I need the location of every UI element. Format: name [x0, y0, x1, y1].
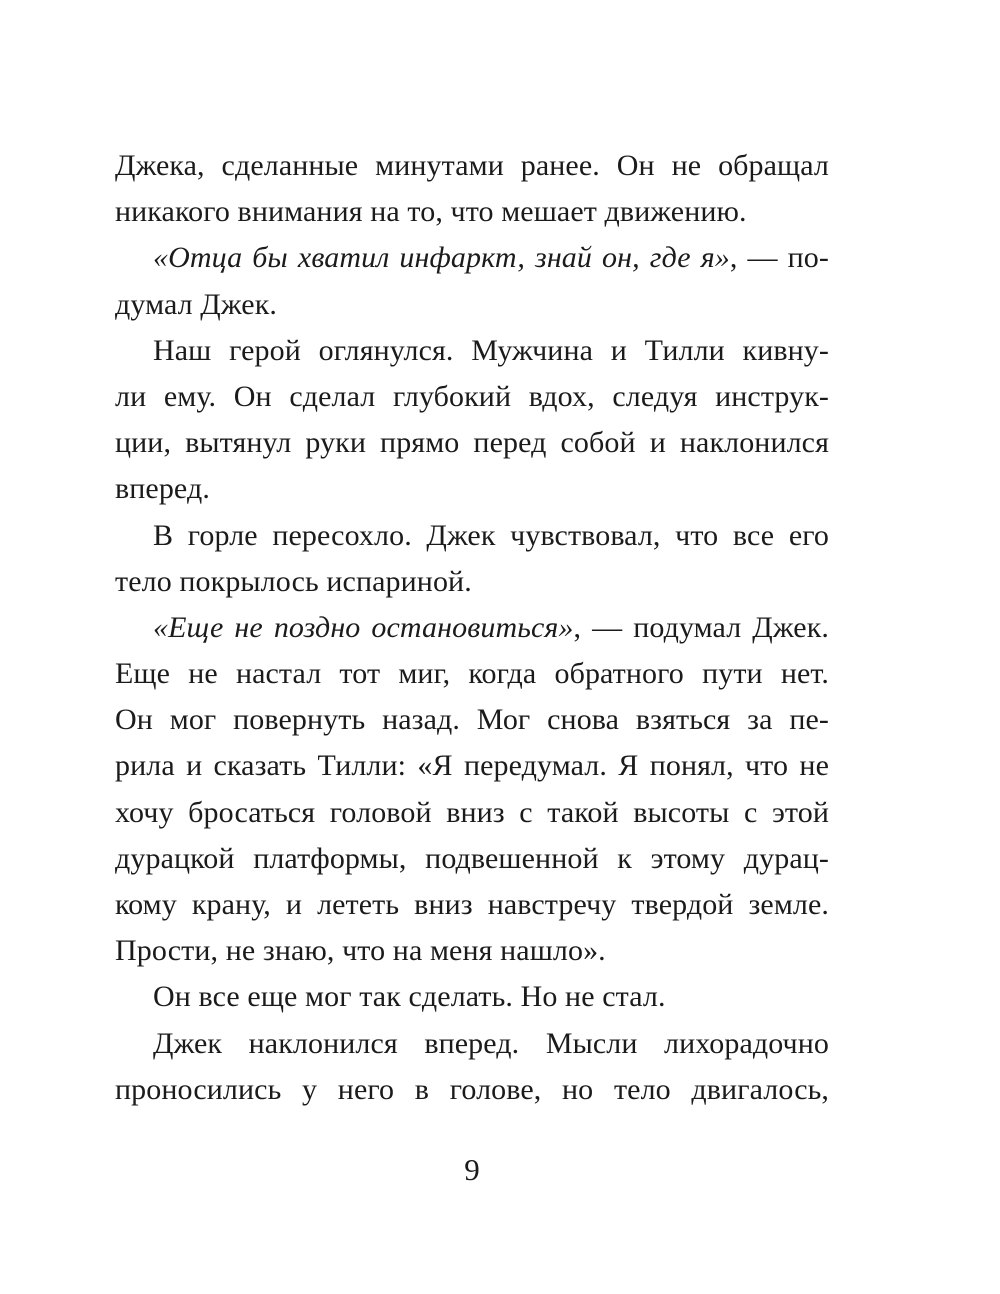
text-line	[115, 513, 829, 559]
text-line	[115, 189, 829, 235]
text-segment: кому крану, и лететь вниз навстречу твердой земле.	[115, 888, 829, 921]
page-text-block	[115, 143, 829, 1113]
paragraph	[115, 605, 829, 975]
text-line	[115, 743, 829, 789]
text-segment: дурацкой платформы, подвешенной к этому дурац-	[115, 841, 829, 875]
text-segment: никакого внимания на то, что мешает движению.	[115, 195, 747, 229]
text-line	[115, 1067, 829, 1113]
text-segment: Прости, не знаю, что на меня нашло».	[115, 934, 606, 968]
text-line	[115, 374, 829, 420]
text-segment: , — подумал Джек.	[573, 610, 829, 644]
paragraph	[115, 328, 829, 513]
text-segment: Наш герой оглянулся. Мужчина и Тилли кивну-	[153, 333, 829, 367]
text-line	[115, 605, 829, 651]
text-line	[115, 697, 829, 743]
text-line	[115, 143, 829, 189]
text-segment: Джек наклонился вперед. Мысли лихорадочно	[153, 1026, 829, 1060]
paragraph	[115, 143, 829, 235]
text-segment: Он мог повернуть назад. Мог снова взяться за пе-	[115, 703, 829, 737]
text-line	[115, 928, 829, 974]
text-line	[115, 235, 829, 281]
text-segment: проносились у него в голове, но тело двигалось,	[115, 1072, 829, 1106]
text-segment: В горле пересохло. Джек чувствовал, что все его	[153, 518, 829, 552]
text-line	[115, 790, 829, 836]
text-segment: ли ему. Он сделал глубокий вдох, следуя инструк-	[115, 379, 829, 413]
paragraph	[115, 974, 829, 1020]
paragraph	[115, 1021, 829, 1113]
paragraph	[115, 235, 829, 327]
text-line	[115, 420, 829, 466]
page-number: 9	[464, 1152, 480, 1187]
text-segment: тело покрылось испариной.	[115, 564, 472, 598]
italic-text-segment: «Еще не поздно остановиться»	[153, 610, 574, 644]
text-line	[115, 1021, 829, 1067]
text-line	[115, 282, 829, 328]
text-segment: Джека, сделанные минутами ранее. Он не обращал	[115, 149, 829, 182]
text-segment: думал Джек.	[115, 287, 277, 321]
text-line	[115, 328, 829, 374]
text-line	[115, 559, 829, 605]
text-segment: ции, вытянул руки прямо перед собой и наклонился	[115, 426, 829, 460]
text-line	[115, 974, 829, 1020]
text-segment: , — по-	[729, 241, 829, 275]
text-segment: хочу бросаться головой вниз с такой высоты с этой	[115, 795, 829, 829]
italic-text-segment: «Отца бы хватил инфаркт, знай он, где я»	[153, 241, 730, 275]
text-segment: рила и сказать Тилли: «Я передумал. Я понял, что не	[115, 749, 829, 783]
text-line	[115, 466, 829, 512]
text-line	[115, 651, 829, 697]
text-line	[115, 836, 829, 882]
text-segment: вперед.	[115, 472, 210, 506]
text-line	[115, 882, 829, 928]
text-segment: Он все еще мог так сделать. Но не стал.	[153, 980, 666, 1014]
paragraph	[115, 513, 829, 605]
text-segment: Еще не настал тот миг, когда обратного пути нет.	[115, 657, 829, 691]
